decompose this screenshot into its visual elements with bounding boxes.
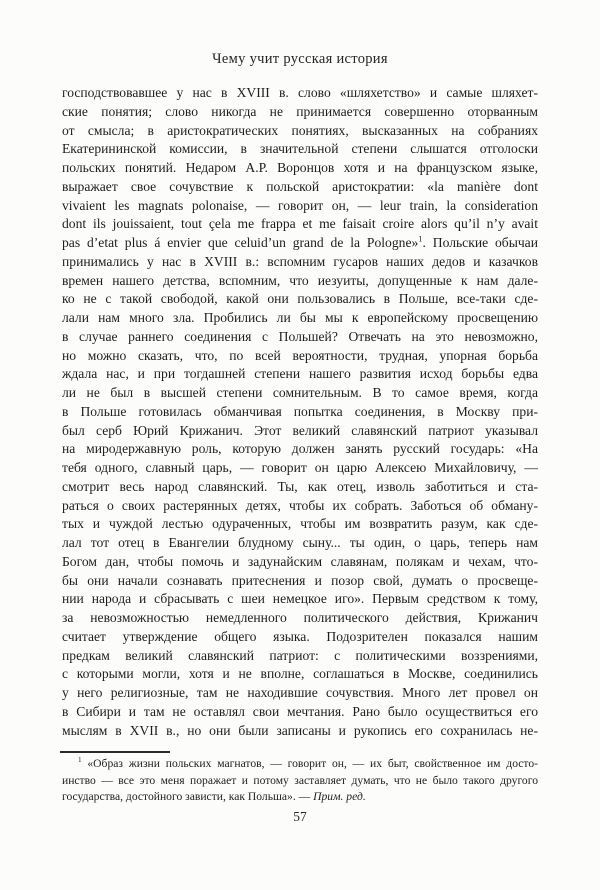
body-text-line [62,234,538,253]
body-text-line: времен нашего детства, вспомним, что иезуиты, допущенные к нам дале- [62,272,538,288]
text-segment: . Польские обычаи [422,235,538,250]
body-text-line: ские понятия; слово никогда не принимается совершенно оторванным [62,103,538,119]
body-text-line: Богом дан, чтобы помочь и задунайским славянам, полякам и чехам, что- [62,553,538,569]
page-number: 57 [293,809,307,824]
footnote-line [62,789,538,806]
body-text-line: ко не с такой свободой, какой они пользовались в Польше, все-таки сде- [62,291,538,307]
body-text-line: ждала нас, и при тогдашней степени нашего развития исход борьбы едва [62,366,538,382]
text-segment: «Образ жизни польских магнатов, — говорит он, — их быт, свойственное им досто- [81,757,538,770]
body-text-line: мыслям в XVII в., но они были записаны и рукопись его сохранилась не- [62,722,538,738]
body-text-line: считает утверждение общего языка. Подозрителен показался нашим [62,628,538,644]
body-text-line: предкам великий славянский патриот: с политическими воззрениями, [62,647,538,663]
body-text-line: бы они начали сознавать притеснения и позор свой, думать о просвеще- [62,572,538,588]
body-text-line: в случае раннего соединения с Польшей? Отвечать на это невозможно, [62,328,538,344]
body-text-line: господствовавшее у нас в XVIII в. слово «шляхетство» и самые шляхет- [62,85,538,100]
body-text-line: лал тот отец в Евангелии блудному сыну... ты один, о царь, теперь нам [62,535,538,550]
footnote-separator [60,751,170,753]
text-segment: Прим. ред. [313,790,366,804]
running-header: Чему учит русская история [212,51,388,67]
text-segment: pas d’etat plus á envier que celuid’un grand de la Pologne» [62,235,419,250]
body-text-line: с которыми могли, хотя и не вполне, соглашаться в Москве, соединились [62,666,538,682]
body-text-line: смотрит весь народ славянский. Ты, как отец, изволь заботиться и ста- [62,478,538,494]
body-text-line: в Польше готовилась обманчивая попытка соединения, в Москву при- [62,403,538,419]
body-text-line: был серб Юрий Крижанич. Этот великий славянский патриот указывал [62,422,538,438]
body-text-line: но можно сказать, что, по всей вероятности, трудная, упорная борьба [62,347,538,363]
footnote-reference: 1 [418,233,423,244]
body-text-line: в Сибири и там не оставлял свои мечтания. Рано было осуществиться его [62,703,538,719]
body-text-line: от смысла; в аристократических понятиях, высказанных на собраниях [62,122,538,138]
body-text-line: у него религиозные, там не находившие сочувствия. Много лет провел он [62,685,538,700]
body-text-line: тебя одного, славный царь, — говорит он царю Алексею Михайловичу, — [62,460,538,475]
body-text [62,84,538,740]
body-text-line: vivaient les magnats polonaise, — говорит он, — leur train, la consideration [62,197,538,213]
body-text-line: польских понятий. Недаром А.Р. Воронцов хотя и на французском языке, [62,160,538,175]
body-text-line: нии народа и сбрасывать с шеи немецкое иго». Первым средством к тому, [62,591,538,607]
text-segment: государства, достойного зависти, как Польша». — [62,790,314,804]
body-text-line: ли не был в высшей степени сомнительным. В то самое время, когда [62,385,538,400]
footnote-reference: 1 [78,756,82,765]
footnote-line [62,756,538,773]
body-text-line: Екатерининской комиссии, в значительной степени слышатся отголоски [62,141,538,157]
body-text-line: раться о своих растерянных детях, чтобы их собрать. Заботься об обману- [62,497,538,513]
body-text-line: за невозможностью немедленного политического действия, Крижанич [62,610,538,625]
footnote [62,756,538,806]
body-text-line: на миродержавную роль, которую должен занять русский государь: «На [62,441,538,457]
body-text-line: выражает свое сочувствие к польской аристократии: «la manière dont [62,178,538,194]
body-text-line: принимались у нас в XVIII в.: вспомним гусаров наших дедов и казачков [62,253,538,269]
footnote-line: инство — все это меня поражает и потому заставляет думать, что не было такого другого [62,773,538,787]
body-text-line: тых и чуждой лестью одураченных, чтобы им возвратить разум, как сде- [62,516,538,532]
body-text-line: лали нам много зла. Пробились ли бы мы к европейскому просвещению [62,310,538,325]
body-text-line: dont ils jouissaient, tout çela me frappa et me faisait croire alors qu’il n’y avait [62,216,538,232]
